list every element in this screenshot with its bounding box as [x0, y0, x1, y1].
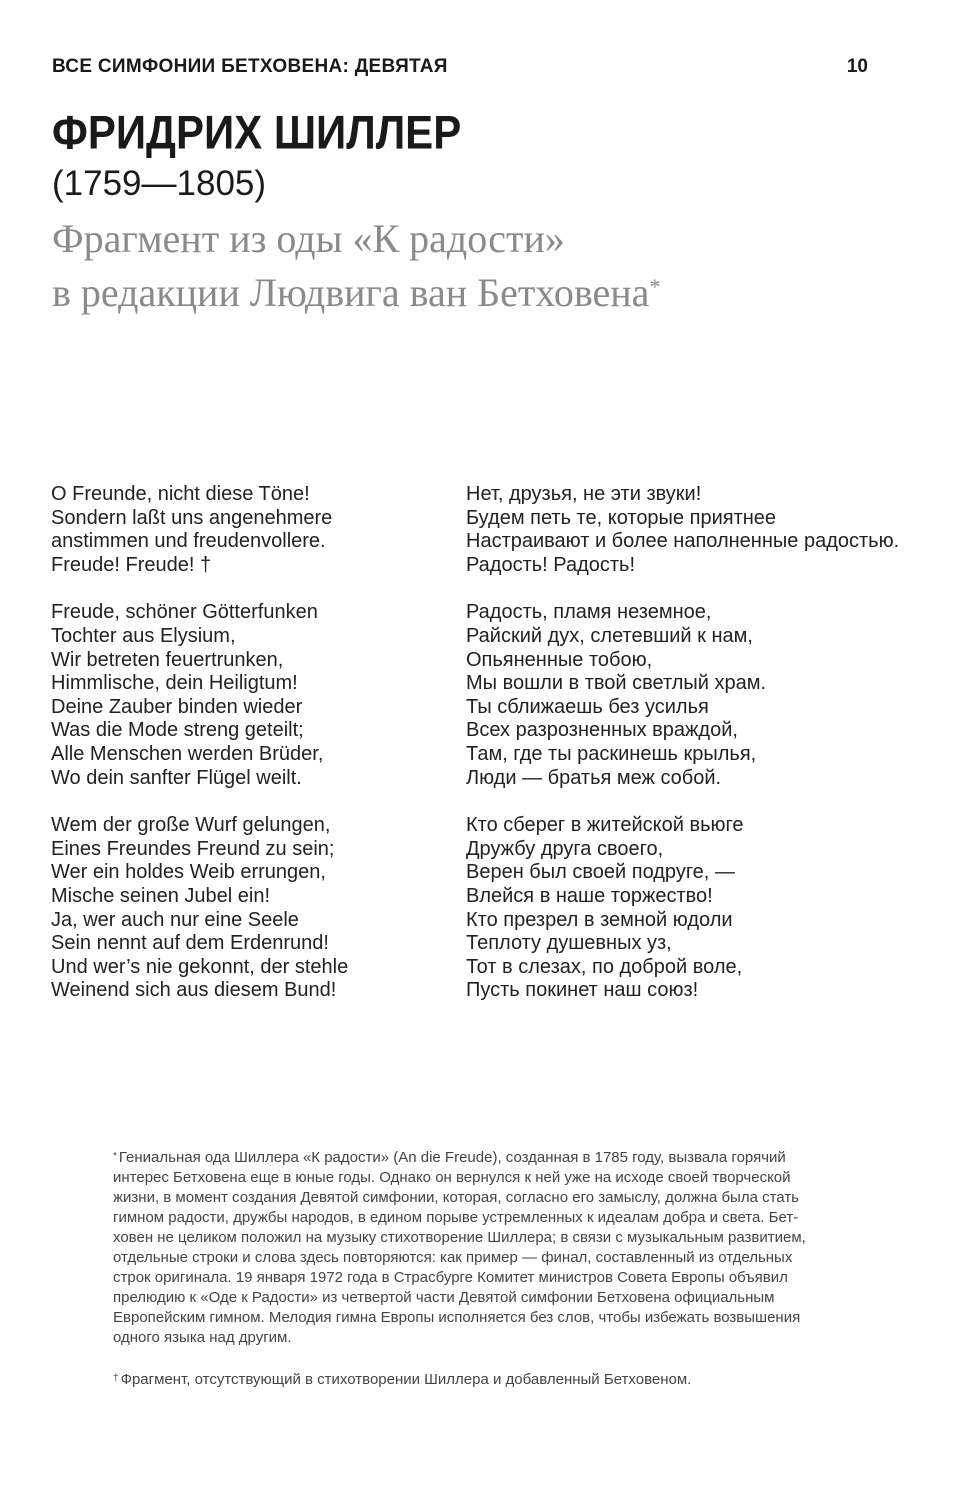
footnote-line	[113, 1370, 873, 1390]
poem-line: Тот в слезах, по доброй воле,	[466, 955, 743, 978]
footnote-line: строк оригинала. 19 января 1972 года в Страсбурге Комитет министров Совета Европы объявил	[113, 1269, 788, 1286]
poem-line: Всех разрозненных враждой,	[466, 719, 738, 742]
poem-line: Sondern laßt uns angenehmere	[51, 506, 333, 529]
stanza	[466, 483, 946, 577]
footnote-line: отдельные строки и слова здесь повторяются: как пример — финал, составленный из отдельных	[113, 1249, 793, 1266]
poem-line: Wer ein holdes Weib errungen,	[51, 861, 326, 884]
poem-line: Freude, schöner Götterfunken	[51, 601, 318, 624]
poem-line: Там, где ты раскинешь крылья,	[466, 742, 757, 765]
poem-line: Und wer’s nie gekonnt, der stehle	[51, 955, 349, 978]
poem-line: Was die Mode streng geteilt;	[51, 719, 304, 742]
footnote-line: жизни, в момент создания Девятой симфонии, которая, согласно его замыслу, должна была стать	[113, 1189, 800, 1206]
poem-line: Weinend sich aus diesem Bund!	[51, 979, 337, 1002]
poem-line: Теплоту душевных уз,	[466, 932, 672, 955]
poem-line: Райский дух, слетевший к нам,	[466, 624, 753, 647]
poem-line: Sein nennt auf dem Erdenrund!	[51, 932, 329, 955]
poem-line: Люди — братья меж собой.	[466, 766, 722, 789]
poem-line: Ja, wer auch nur eine Seele	[51, 908, 299, 931]
poem-line: Радость! Радость!	[466, 553, 636, 576]
poem-line: O Freunde, nicht diese Töne!	[51, 483, 310, 505]
poem-line: Верен был своей подруге, —	[466, 861, 735, 884]
poem-line: Freude! Freude! †	[51, 553, 212, 576]
footnote-line: Европейским гимном. Мелодия гимна Европы исполняется без слов, чтобы избежать возвышения	[113, 1309, 801, 1326]
footnote	[113, 1370, 873, 1390]
poem-line: Кто презрел в земной юдоли	[466, 908, 733, 931]
poem-line: Настраивают и более наполненные радостью.	[466, 530, 900, 553]
poem-line: Ты сближаешь без усилья	[466, 695, 709, 718]
poem-line: Мы вошли в твой светлый храм.	[466, 672, 767, 695]
poem-line: Влейся в наше торжество!	[466, 884, 713, 907]
footnote-line: ховен не целиком положил на музыку стихотворение Шиллера; в связи с музыкальным развитием,	[113, 1229, 806, 1246]
poem-line: Mische seinen Jubel ein!	[51, 884, 271, 907]
poem-line: Alle Menschen werden Brüder,	[51, 742, 324, 765]
poem-line: Wem der große Wurf gelungen,	[51, 814, 331, 837]
poem-line: Deine Zauber binden wieder	[51, 695, 303, 718]
stanza	[51, 483, 451, 577]
subtitle-line: в редакции Людвига ван Бетховена	[52, 270, 650, 315]
poem-russian-column	[466, 483, 946, 1027]
footnote-reference: *	[649, 274, 661, 299]
footnote-line: одного языка над другим.	[113, 1329, 292, 1346]
stanza	[466, 814, 946, 1003]
poem-line: Радость, пламя неземное,	[466, 601, 712, 624]
footnote-line: интерес Бетховена еще в юные годы. Однако он вернулся к ней уже на исходе своей творческой	[113, 1169, 791, 1186]
poem-german-column	[51, 483, 451, 1027]
footnote-text: Гениальная ода Шиллера «К радости» (An die Freude), созданная в 1785 году, вызвала горячий	[118, 1149, 786, 1166]
footnote-line: прелюдию к «Оде к Радости» из четвертой части Девятой симфонии Бетховена официальным	[113, 1289, 775, 1306]
poem-line: Кто сберег в житейской вьюге	[466, 814, 744, 837]
stanza	[51, 601, 451, 790]
poem-line: Дружбу друга своего,	[466, 837, 664, 860]
stanza	[51, 814, 451, 1003]
page-number: 10	[846, 56, 868, 77]
footnote-mark: *	[113, 1151, 117, 1162]
running-title: ВСЕ СИМФОНИИ БЕТХОВЕНА: ДЕВЯТАЯ	[52, 56, 448, 77]
running-header	[52, 56, 868, 82]
poem-line: Будем петь те, которые приятнее	[466, 506, 777, 529]
stanza	[466, 601, 946, 790]
poem-line: Опьяненные тобою,	[466, 648, 653, 671]
poem-line: Пусть покинет наш союз!	[466, 979, 699, 1002]
footnote	[113, 1148, 873, 1348]
poem-line: Eines Freundes Freund zu sein;	[51, 837, 335, 860]
poem-line: Wo dein sanfter Flügel weilt.	[51, 766, 302, 789]
subtitle-line: Фрагмент из оды «К радости»	[52, 216, 565, 261]
footnote-line	[113, 1148, 873, 1168]
footnote-line: гимном радости, дружбы народов, в едином порыве устремленных к идеалам добра и света. Бет-	[113, 1209, 799, 1226]
poem-line: anstimmen und freudenvollere.	[51, 530, 326, 553]
footnote-mark: †	[113, 1373, 119, 1384]
footnotes	[113, 1148, 873, 1412]
poem-subtitle	[52, 212, 932, 320]
footnote-text: Фрагмент, отсутствующий в стихотворении Шиллера и добавленный Бетховеном.	[120, 1371, 692, 1388]
poem-line: Himmlische, dein Heiligtum!	[51, 672, 298, 695]
poem-line: Wir betreten feuertrunken,	[51, 648, 284, 671]
author-years: (1759—1805)	[52, 164, 267, 203]
poem-line: Tochter aus Elysium,	[51, 624, 236, 647]
author-heading: ФРИДРИХ ШИЛЛЕР	[52, 106, 462, 159]
poem-line: Нет, друзья, не эти звуки!	[466, 483, 702, 505]
